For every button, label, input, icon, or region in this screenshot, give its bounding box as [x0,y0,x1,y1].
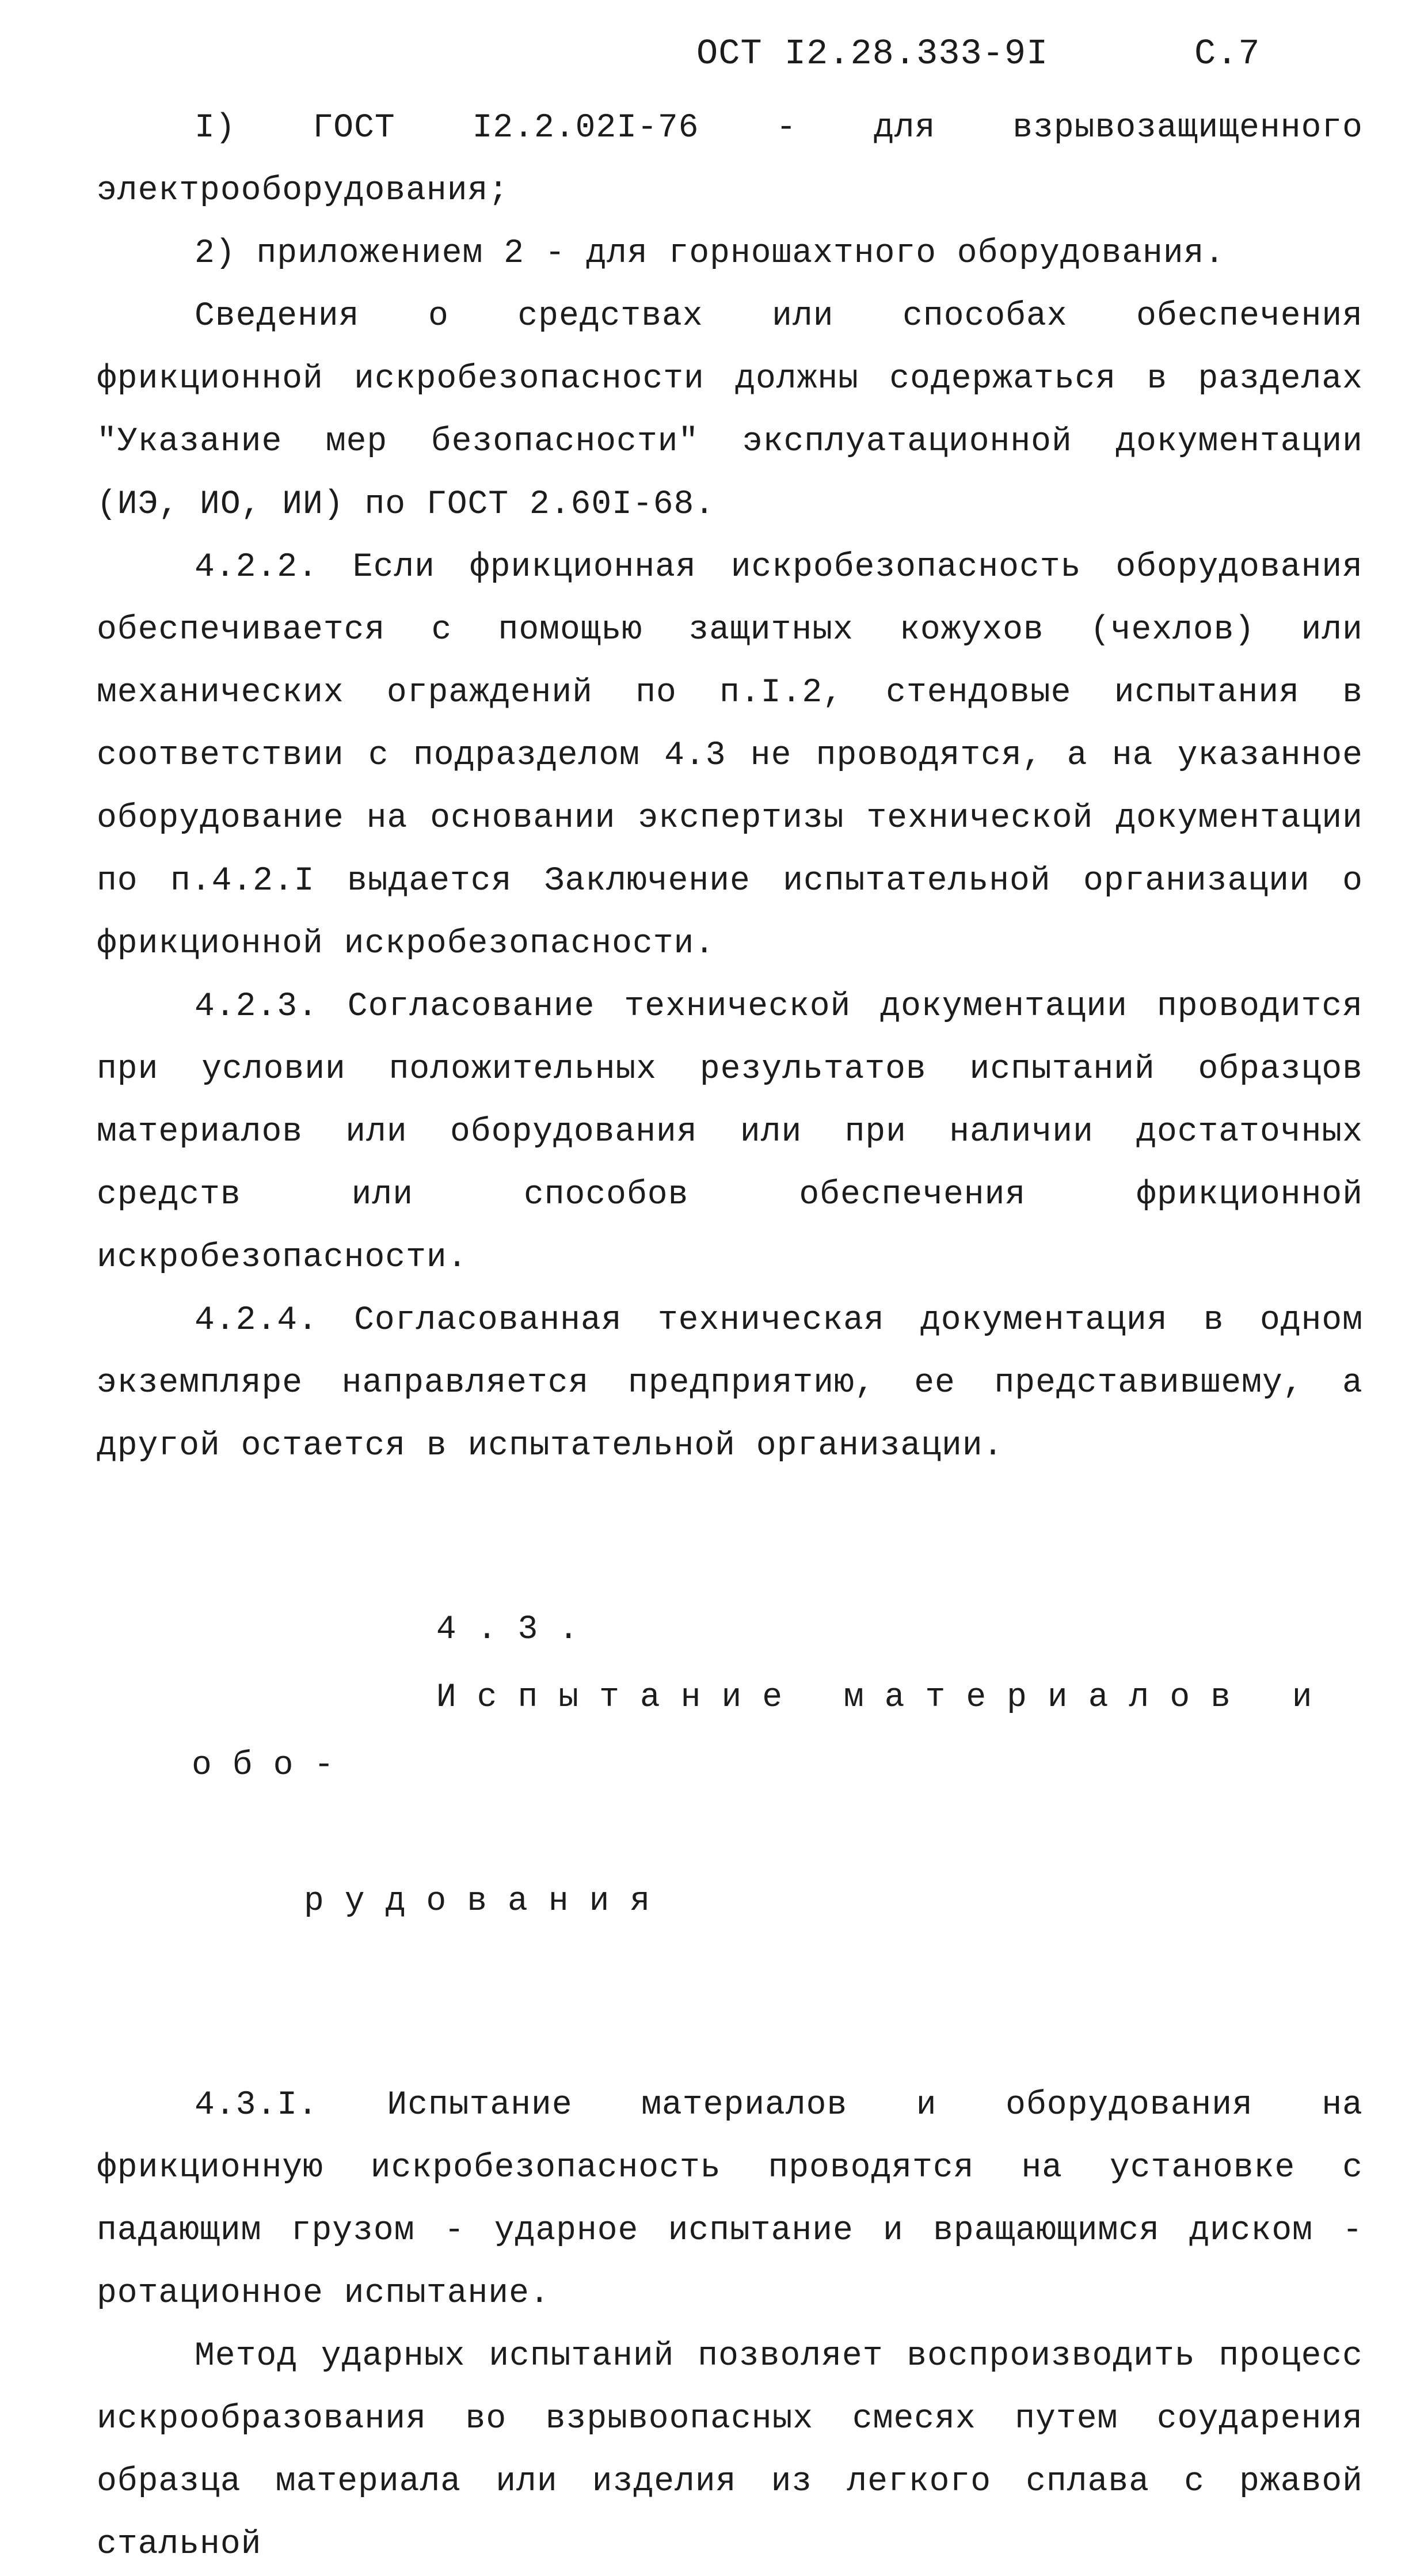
paragraph-4-3-1: 4.3.I. Испытание материалов и оборудования на фрикционную искробезопасность проводятся на установке с падающим грузом - ударное испытание и вращающимся диском - ротационное испытание. [97,2087,1384,2312]
document-code: ОСТ I2.28.333-9I [696,33,1049,74]
section-heading-4-3 [97,1528,1374,2072]
paragraph-4-2-3: 4.2.3. Согласование технической документации проводится при условии положительных результатов испытаний образцов материалов или оборудования или при наличии достаточных средств или способов обеспечения фрикционной искробезопасности. [97,988,1384,1276]
page-header [0,33,1428,91]
section-number: 4.3. [436,1611,600,1648]
document-body [97,97,1384,2576]
page-number: С.7 [1194,33,1261,74]
paragraph-impact-method: Метод ударных испытаний позволяет воспроизводить процесс искрообразования во взрывоопасных смесях путем соударения образца материала или изделия из легкого сплава с ржавой стальной [97,2338,1384,2563]
paragraph-safety-info: Сведения о средствах или способах обеспечения фрикционной искробезопасности должны содержаться в разделах "Указание мер безопасности" эксплуатационной документации (ИЭ, ИО, ИИ) по ГОСТ 2.60I-68. [97,298,1384,523]
section-title-line-2: рудования [304,1883,671,1920]
paragraph-4-2-4: 4.2.4. Согласованная техническая документация в одном экземпляре направляется предприятию, ее представившему, а другой остается в испытательной организации. [97,1302,1384,1465]
paragraph-appendix-reference: 2) приложением 2 - для горношахтного оборудования. [195,235,1225,272]
section-title-line-1: Испытание материалов и обо- [192,1679,1374,1784]
paragraph-4-2-2: 4.2.2. Если фрикционная искробезопасность оборудования обеспечивается с помощью защитных кожухов (чехлов) или механических ограждений по п.I.2, стендовые испытания в соответствии с подразделом 4.3 не проводятся, а на указанное оборудование на основании экспертизы технической документации по п.4.2.I выдается Заключение испытательной организации о фрикционной искробезопасности. [97,549,1384,963]
paragraph-gost-reference: I) ГОСТ I2.2.02I-76 - для взрывозащищенного электрооборудования; [97,109,1384,210]
